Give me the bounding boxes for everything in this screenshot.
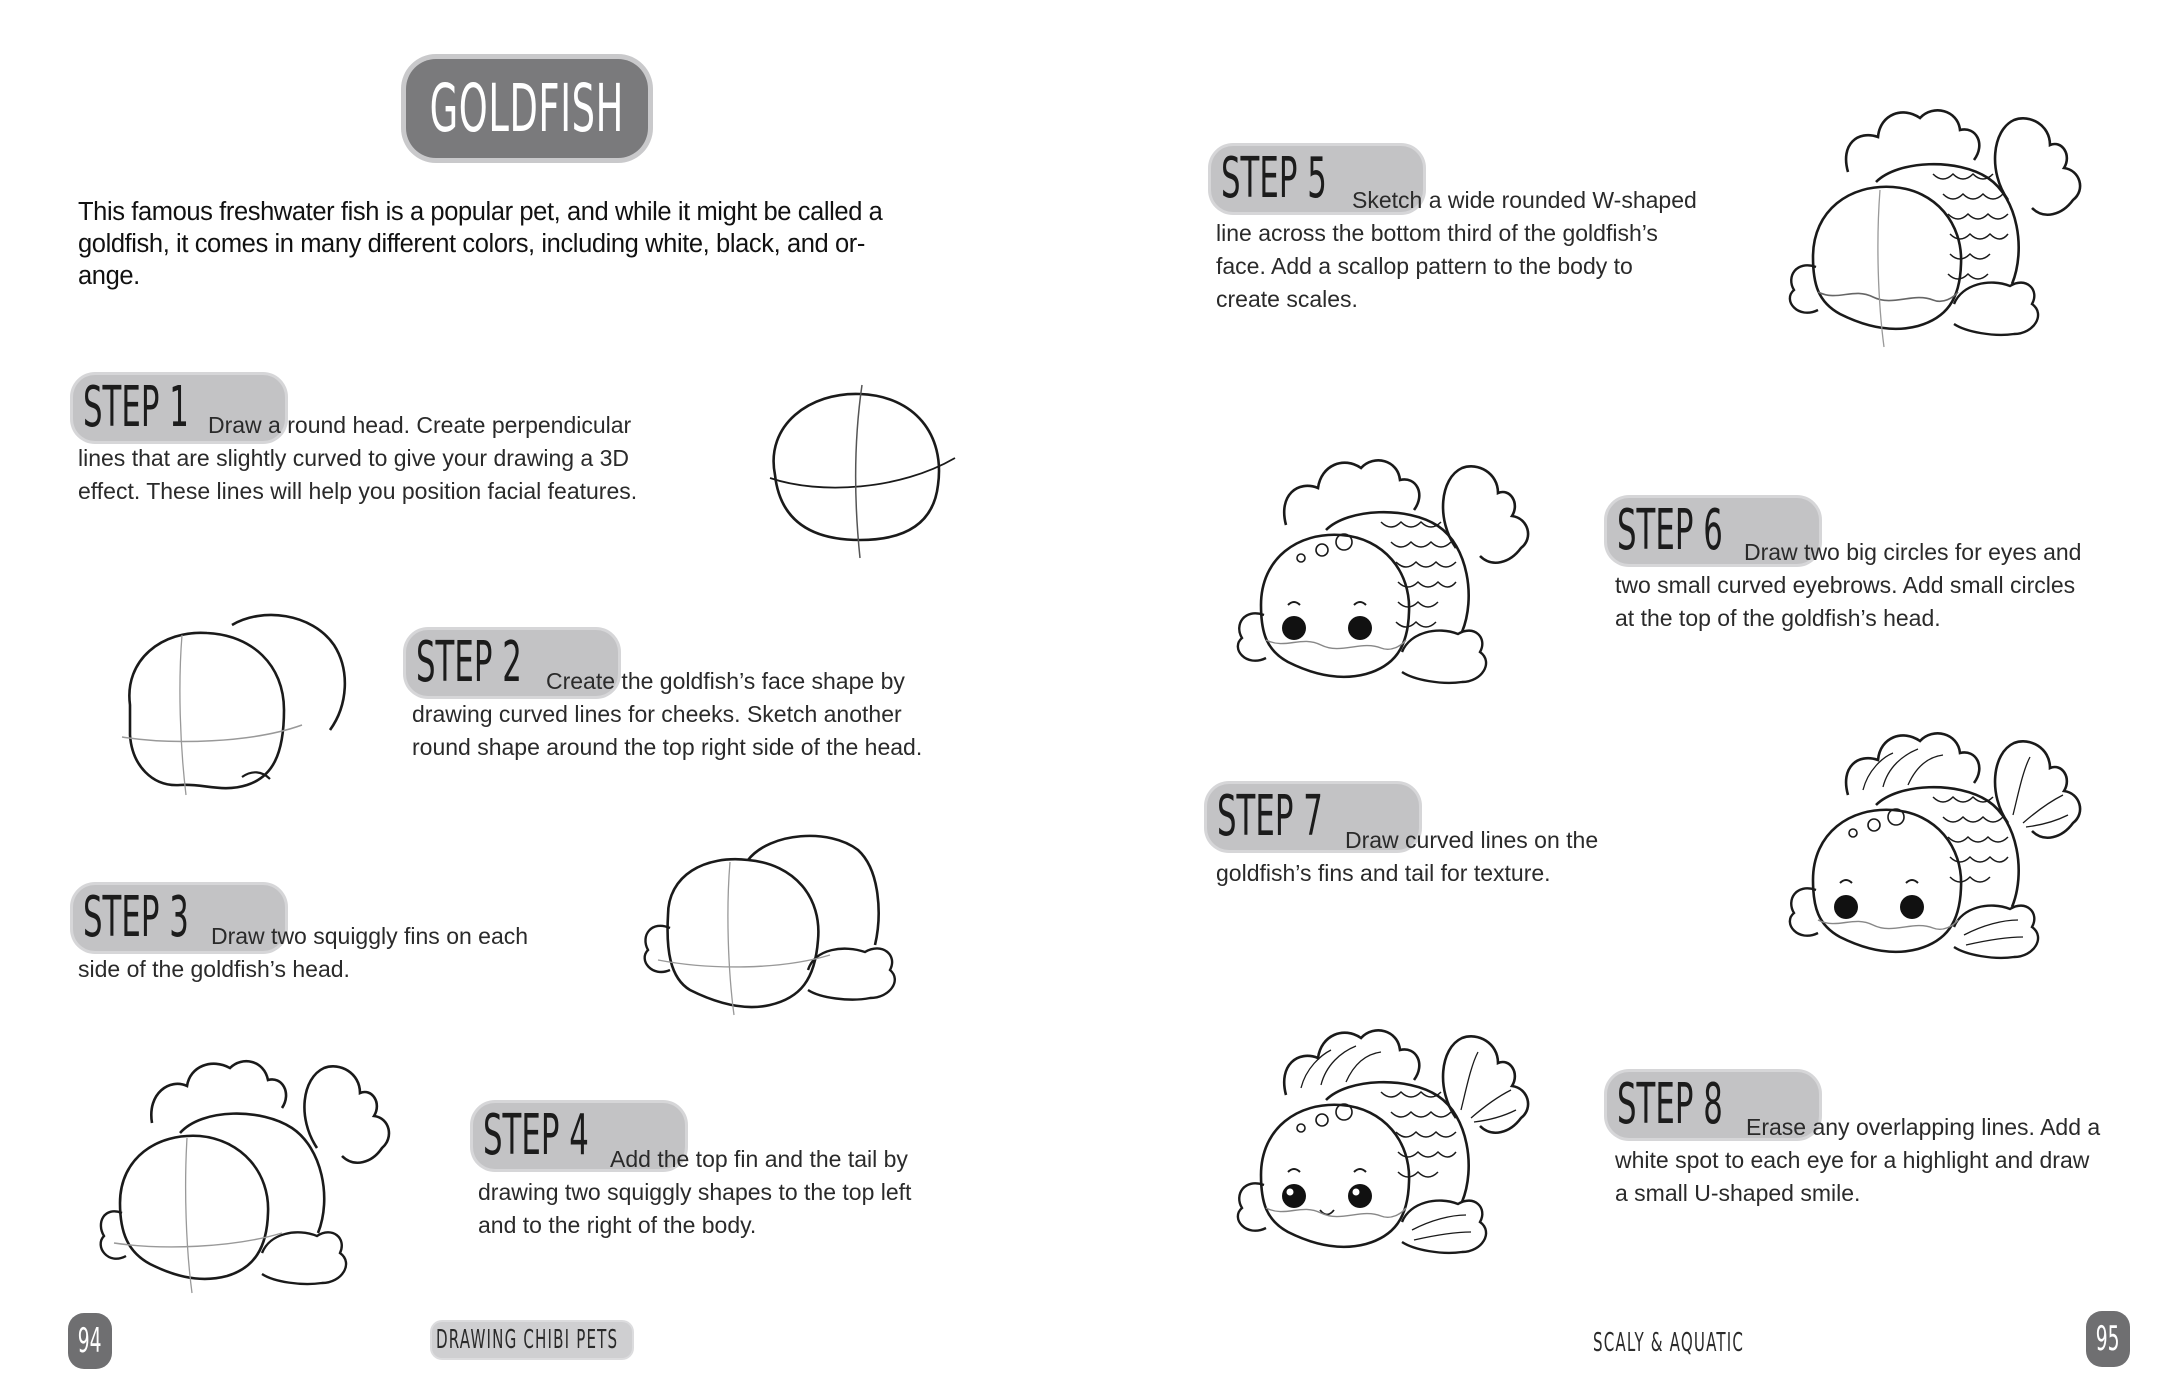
step-4-text (478, 1143, 998, 1242)
step-text-line: Draw a round head. Create perpendicular (208, 412, 632, 438)
step-3-text (78, 920, 578, 986)
step-text-line: Draw two big circles for eyes and (1744, 539, 2082, 565)
step-label: STEP 6 (1617, 498, 1723, 563)
step-8-text (1615, 1111, 2155, 1210)
finished-goldfish-icon (1226, 1000, 1571, 1258)
page-number: 95 (2096, 1319, 2120, 1359)
step-5-text (1216, 184, 1736, 316)
step-text-line: drawing two squiggly shapes to the top left (478, 1179, 912, 1205)
intro-paragraph (78, 196, 958, 292)
step-text-line: and to the right of the body. (478, 1212, 757, 1238)
step-text-line: two small curved eyebrows. Add small circles (1615, 572, 2076, 598)
step-label: STEP 1 (83, 375, 189, 440)
step-text-line: face. Add a scallop pattern to the body to (1216, 253, 1633, 279)
running-head-left (432, 1322, 632, 1358)
step-text-line: Add the top fin and the tail by (610, 1146, 908, 1172)
running-head-right (1593, 1325, 1753, 1361)
face-shape-icon (112, 605, 352, 800)
intro-line: goldfish, it comes in many different colors, including white, black, and or- (78, 230, 865, 258)
head-with-fins-icon (630, 820, 920, 1015)
chapter-title: SCALY & AQUATIC (1593, 1328, 1745, 1358)
step-8-illustration (1226, 1000, 1571, 1258)
intro-line: This famous freshwater fish is a popular pet, and while it might be called a (78, 198, 883, 226)
book-title: DRAWING CHIBI PETS (436, 1325, 619, 1355)
step-text-line: Create the goldfish’s face shape by (546, 668, 905, 694)
step-text-line: at the top of the goldfish’s head. (1615, 605, 1941, 631)
page-number-badge (2086, 1311, 2130, 1367)
intro-line: ange. (78, 262, 140, 290)
step-text-line: side of the goldfish’s head. (78, 956, 350, 982)
step-5-illustration (1768, 92, 2113, 354)
page-number: 94 (78, 1321, 102, 1361)
step-text-line: Sketch a wide rounded W-shaped (1352, 187, 1697, 213)
step-label: STEP 8 (1617, 1072, 1723, 1137)
fish-textured-fins-icon (1768, 715, 2113, 970)
step-text-line: Draw curved lines on the (1345, 827, 1599, 853)
step-text-line: Erase any overlapping lines. Add a (1746, 1114, 2101, 1140)
step-text-line: drawing curved lines for cheeks. Sketch another (412, 701, 902, 727)
step-6-text (1615, 536, 2155, 635)
left-page (0, 0, 1088, 1399)
title-badge (406, 59, 648, 158)
fish-outline-icon (92, 1038, 432, 1300)
step-label: STEP 2 (416, 630, 522, 695)
step-2-illustration (112, 605, 352, 800)
step-1-illustration (750, 380, 965, 565)
step-text-line: create scales. (1216, 286, 1358, 312)
step-6-illustration (1226, 430, 1571, 695)
step-text-line: line across the bottom third of the goldfish’s (1216, 220, 1658, 246)
step-label: STEP 4 (483, 1103, 589, 1168)
step-2-text (412, 665, 1012, 764)
step-text-line: round shape around the top right side of the head. (412, 734, 923, 760)
step-label: STEP 7 (1217, 784, 1323, 849)
step-1-text (78, 409, 718, 508)
step-text-line: Draw two squiggly fins on each (211, 923, 529, 949)
step-text-line: a small U-shaped smile. (1615, 1180, 1861, 1206)
step-7-illustration (1768, 715, 2113, 970)
fish-scales-icon (1768, 92, 2113, 354)
right-page (1088, 0, 2177, 1399)
step-3-illustration (630, 820, 920, 1015)
step-text-line: lines that are slightly curved to give your drawing a 3D (78, 445, 630, 471)
step-4-illustration (92, 1038, 432, 1300)
step-label: STEP 3 (83, 885, 189, 950)
step-7-text (1216, 824, 1656, 890)
step-text-line: white spot to each eye for a highlight and draw (1615, 1147, 2090, 1173)
step-text-line: goldfish’s fins and tail for texture. (1216, 860, 1551, 886)
round-head-icon (750, 380, 965, 565)
page-number-badge (68, 1313, 112, 1369)
step-text-line: effect. These lines will help you position facial features. (78, 478, 638, 504)
step-label: STEP 5 (1221, 146, 1327, 211)
fish-eyes-icon (1226, 430, 1571, 695)
page-title: GOLDFISH (429, 70, 625, 147)
